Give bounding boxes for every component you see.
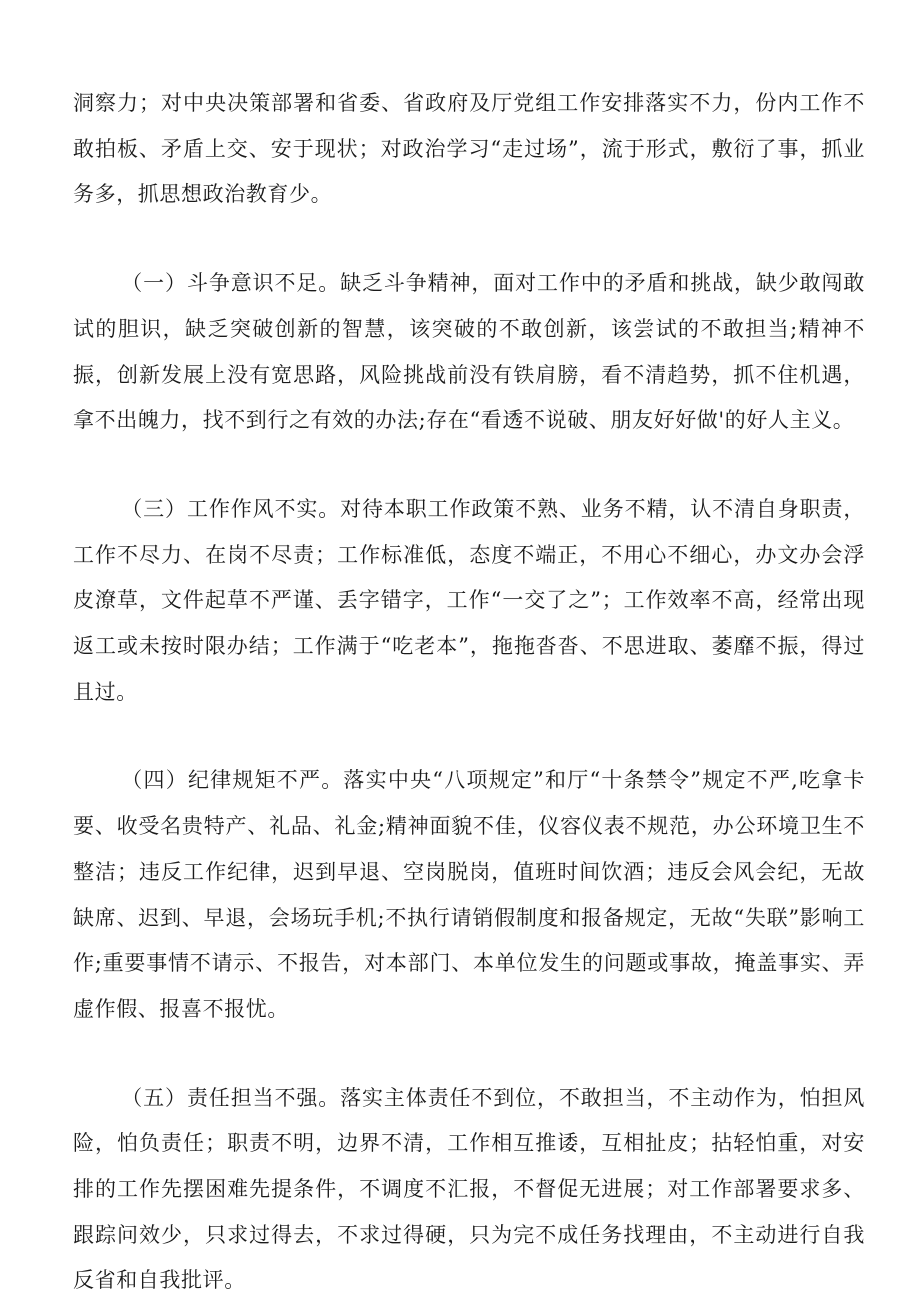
paragraph-gap [73, 715, 865, 758]
paragraph-gap [73, 218, 865, 261]
paragraph-gap [73, 1033, 865, 1076]
paragraph-work-style: （三）工作作风不实。对待本职工作政策不熟、业务不精，认不清自身职责，工作不尽力、在岗不尽责；工作标准低，态度不端正，不用心不细心，办文办会浮皮潦草，文件起草不严谨、丢字错字，工作“一交了之”；工作效率不高，经常出现返工或未按时限办结；工作满于“吃老本”，拖拖沓沓、不思进取、萎靡不振，得过且过。 [73, 496, 865, 704]
paragraph-struggle-awareness: （一）斗争意识不足。缺乏斗争精神，面对工作中的矛盾和挑战，缺少敢闯敢试的胆识，缺乏突破创新的智慧，该突破的不敢创新，该尝试的不敢担当;精神不振，创新发展上没有宽思路，风险挑战前没有铁肩膀，看不清趋势，抓不住机遇，拿不出魄力，找不到行之有效的办法;存在“看透不说破、朋友好好做'的好人主义。 [73, 271, 865, 433]
paragraph-discipline: （四）纪律规矩不严。落实中央“八项规定”和厅“十条禁令”规定不严,吃拿卡要、收受名贵特产、礼品、礼金;精神面貌不佳，仪容仪表不规范，办公环境卫生不整洁；违反工作纪律，迟到早退、空岗脱岗，值班时间饮酒；违反会风会纪，无故缺席、迟到、早退，会场玩手机;不执行请销假制度和报备规定，无故“失联”影响工作;重要事情不请示、不报告，对本部门、本单位发生的问题或事故，掩盖事实、弄虚作假、报喜不报忧。 [73, 768, 865, 1021]
paragraph-responsibility: （五）责任担当不强。落实主体责任不到位，不敢担当，不主动作为，怕担风险，怕负责任；职责不明，边界不清，工作相互推诿，互相扯皮；拈轻怕重，对安排的工作先摆困难先提条件，不调度不汇报，不督促无进展；对工作部署要求多、跟踪问效少，只求过得去，不求过得硬，只为完不成任务找理由，不主动进行自我反省和自我批评。 [73, 1085, 865, 1293]
paragraph-continuation: 洞察力；对中央决策部署和省委、省政府及厅党组工作安排落实不力，份内工作不敢拍板、矛盾上交、安于现状；对政治学习“走过场”，流于形式，敷衍了事，抓业务多，抓思想政治教育少。 [73, 91, 865, 207]
paragraph-gap [73, 444, 865, 487]
